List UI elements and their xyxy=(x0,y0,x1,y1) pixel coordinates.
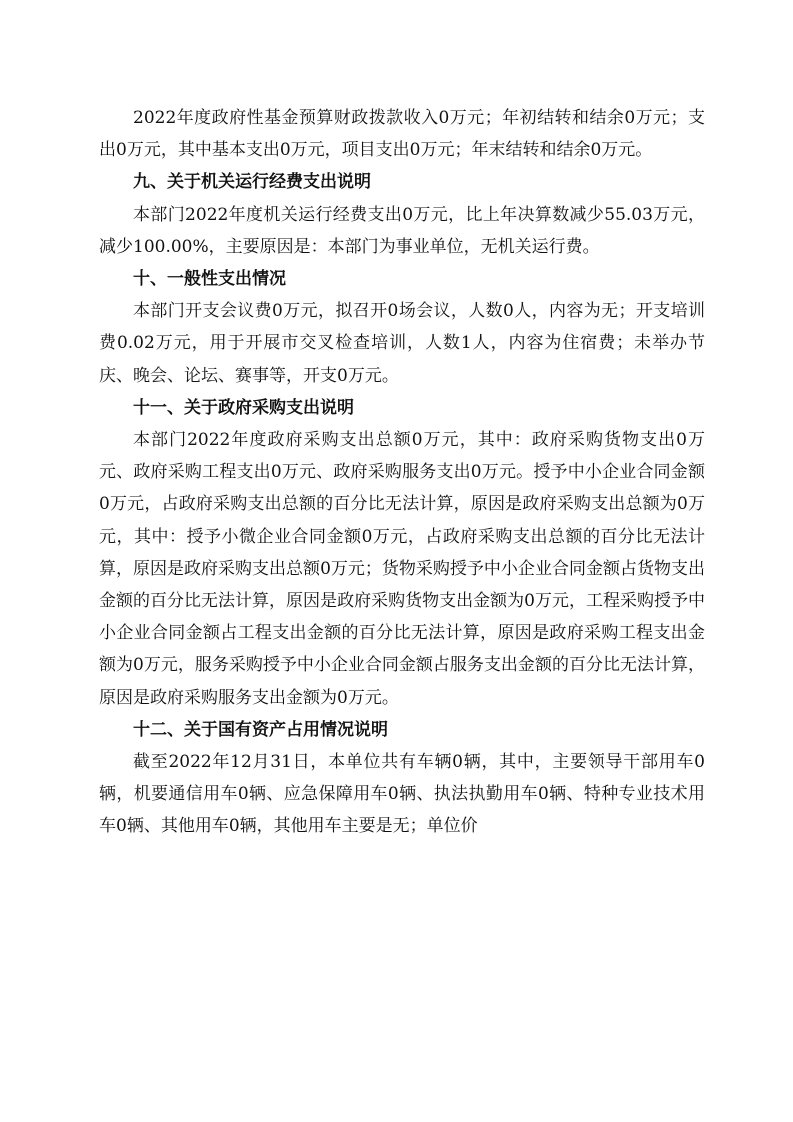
fund-budget-paragraph: 2022年度政府性基金预算财政拨款收入0万元；年初结转和结余0万元；支出0万元，其中基本支出0万元，项目支出0万元；年末结转和结余0万元。 xyxy=(99,108,705,161)
section-9-heading: 九、关于机关运行经费支出说明 xyxy=(133,172,371,193)
section-10-body: 本部门开支会议费0万元，拟召开0场会议，人数0人，内容为无；开支培训费0.02万元，用于开展市交叉检查培训，人数1人，内容为住宿费；未举办节庆、晚会、论坛、赛事等，开支0万元。 xyxy=(99,301,705,386)
section-12-heading: 十二、关于国有资产占用情况说明 xyxy=(133,719,388,740)
section-11-heading: 十一、关于政府采购支出说明 xyxy=(133,397,354,418)
section-10-heading: 十、一般性支出情况 xyxy=(133,269,286,290)
section-12-body: 截至2022年12月31日，本单位共有车辆0辆，其中，主要领导干部用车0辆，机要通信用车0辆、应急保障用车0辆、执法执勤用车0辆、特种专业技术用车0辆、其他用车0辆，其他用车主要是无；单位价 xyxy=(99,752,705,837)
document-page xyxy=(99,102,705,843)
section-9-body: 本部门2022年度机关运行经费支出0万元，比上年决算数减少55.03万元，减少100.00%，主要原因是：本部门为事业单位，无机关运行费。 xyxy=(99,204,705,257)
section-11-body: 本部门2022年度政府采购支出总额0万元，其中：政府采购货物支出0万元、政府采购工程支出0万元、政府采购服务支出0万元。授予中小企业合同金额0万元，占政府采购支出总额的百分比无法计算，原因是政府采购支出总额为0万元，其中：授予小微企业合同金额0万元，占政府采购支出总额的百分比无法计算，原因是政府采购支出总额0万元；货物采购授予中小企业合同金额占货物支出金额的百分比无法计算，原因是政府采购货物支出金额为0万元，工程采购授予中小企业合同金额占工程支出金额的百分比无法计算，原因是政府采购工程支出金额为0万元，服务采购授予中小企业合同金额占服务支出金额的百分比无法计算，原因是政府采购服务支出金额为0万元。 xyxy=(99,430,705,708)
